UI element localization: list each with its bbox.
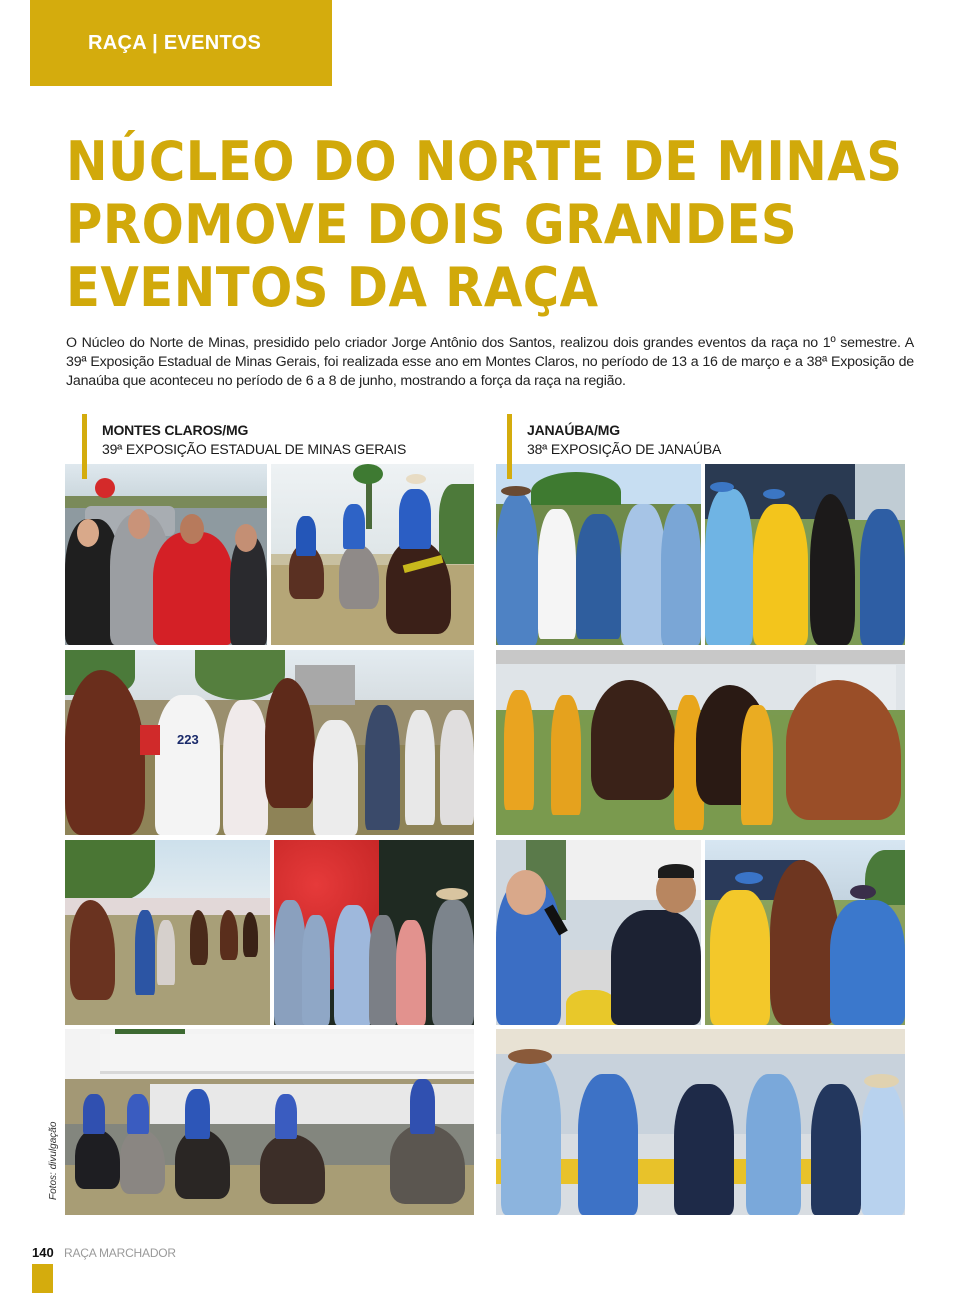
handlers-with-horses-photo <box>65 650 474 835</box>
event-label: 38ª EXPOSIÇÃO DE JANAÚBA <box>527 441 722 457</box>
city-label: JANAÚBA/MG <box>527 422 620 438</box>
headline-line-1: NÚCLEO DO NORTE DE MINAS <box>66 130 903 193</box>
men-on-stage-photo <box>274 840 474 1025</box>
four-men-group-photo <box>65 464 267 645</box>
section-label: RAÇA | EVENTOS <box>88 31 262 54</box>
headline <box>66 130 903 319</box>
page-number: 140 <box>32 1245 54 1260</box>
young-handlers-with-horses-photo <box>496 650 905 835</box>
event-label: 39ª EXPOSIÇÃO ESTADUAL DE MINAS GERAIS <box>102 441 407 457</box>
award-with-black-horse-photo <box>705 464 905 645</box>
headline-line-3: EVENTOS DA RAÇA <box>66 256 599 319</box>
magazine-name: RAÇA MARCHADOR <box>64 1246 176 1260</box>
footer-accent-bar <box>32 1264 53 1293</box>
city-label: MONTES CLAROS/MG <box>102 422 249 438</box>
award-with-bay-horse-photo <box>705 840 905 1025</box>
accent-bar <box>82 414 87 479</box>
accent-bar <box>507 414 512 479</box>
number-badge: 223 <box>177 732 199 747</box>
headline-line-2: PROMOVE DOIS GRANDES <box>66 193 798 256</box>
speaker-with-microphone-photo <box>496 840 701 1025</box>
horse-judging-arena-photo <box>65 840 270 1025</box>
riders-under-tent-photo <box>65 1029 474 1215</box>
ceremony-under-tent-photo <box>496 1029 905 1215</box>
intro-paragraph: O Núcleo do Norte de Minas, presidido pelo criador Jorge Antônio dos Santos, realizou dois grandes eventos da raça no 1º semestre. A 39ª Exposição Estadual de Minas Gerais, foi realizada esse ano em Montes Claros, no período de 13 a 16 de março e a 38ª Exposição de Janaúba que aconteceu no período de 6 a 8 de junho, mostrando a força da raça na região. <box>66 335 914 389</box>
photo-credit: Fotos: divulgação <box>48 1121 59 1200</box>
riders-on-horseback-photo <box>271 464 474 645</box>
section-tab <box>30 0 332 86</box>
group-in-blue-shirts-photo <box>496 464 701 645</box>
